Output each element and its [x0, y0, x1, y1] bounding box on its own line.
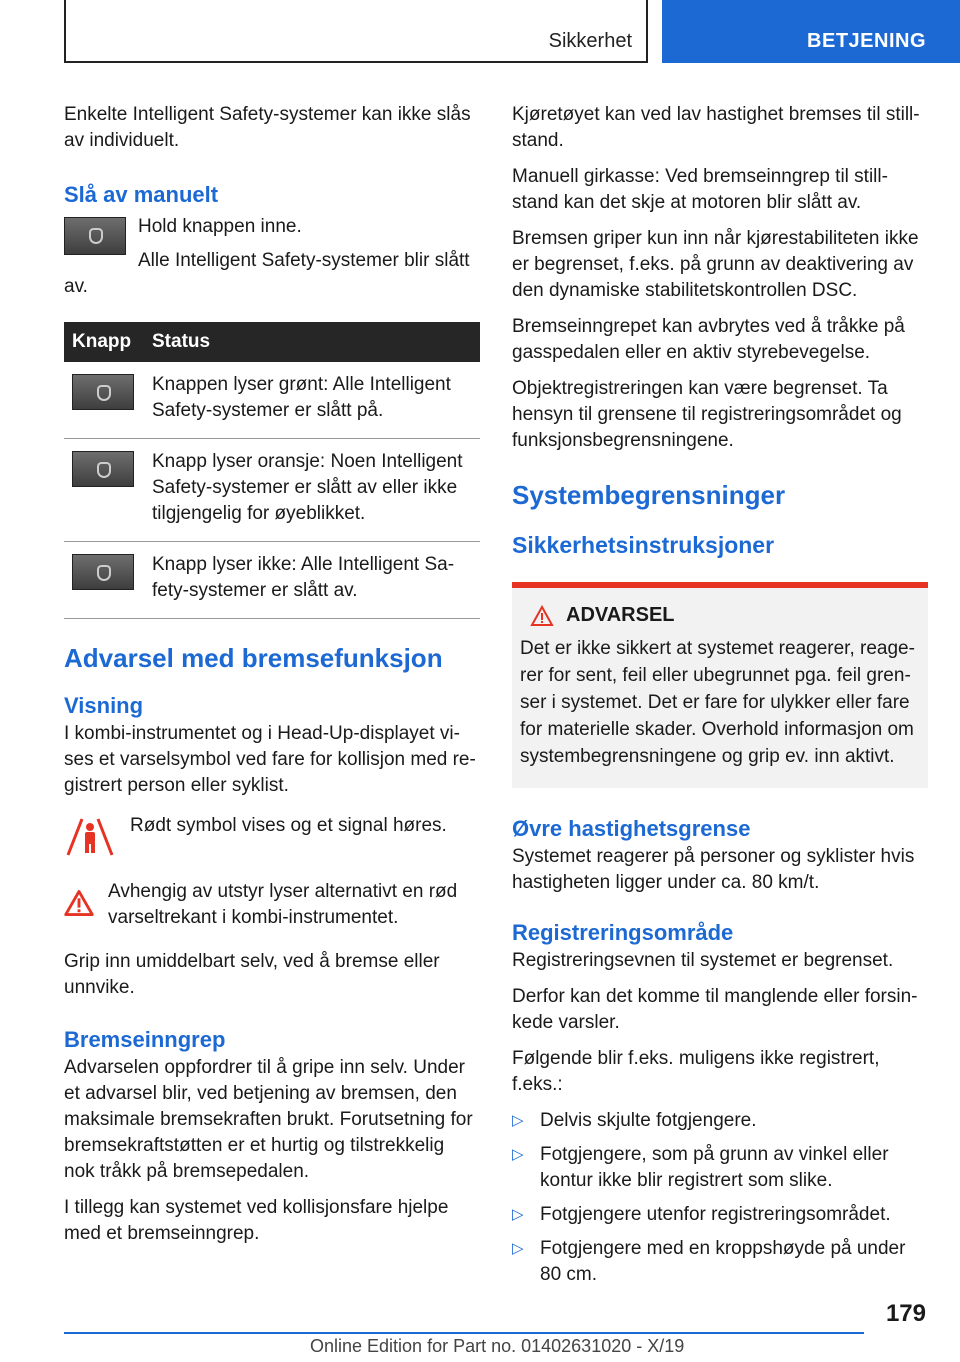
warning-triangle-icon [64, 879, 94, 927]
area-text-1: Registreringsevnen til systemet er begrenset. [512, 950, 894, 971]
heading-speed-limit: Øvre hastighetsgrense [512, 816, 751, 841]
warning-title: ADVARSEL [566, 604, 675, 626]
left-column [64, 102, 480, 1257]
list-item: ▷ Fotgjengere utenfor registreringsområdet. [512, 1202, 928, 1228]
header-section-title: Sikkerhet [548, 30, 632, 52]
warning-box [512, 582, 928, 788]
area-text-2: Derfor kan det komme til manglende eller forsin-kede varsler. [512, 986, 918, 1033]
table-cell-status: Knappen lyser grønt: Alle Intelligent Safety-systemer er slått på. [144, 362, 480, 439]
table-cell-status: Knapp lyser oransje: Noen Intelligent Safety-systemer er slått av eller ikke tilgjengelig for øyeblikket. [144, 439, 480, 542]
heading-brake-intervention: Bremseinngrep [64, 1027, 226, 1052]
triangle-bullet-icon: ▷ [512, 1206, 524, 1223]
right-paragraph: Bremsen griper kun inn når kjørestabiliteten ikke er begrenset, f.eks. på grunn av deaktivering av den dynamiske stabilitetskontrollen DSC. [512, 228, 919, 301]
right-paragraph: Kjøretøyet kan ved lav hastighet bremses til still-stand. [512, 104, 920, 151]
edition-footer: Online Edition for Part no. 01402631020 - X/19 [310, 1336, 685, 1356]
table-row [64, 439, 480, 542]
right-paragraph: Manuell girkasse: Ved bremseinngrep til still-stand kan det skje at motoren blir slått av. [512, 166, 888, 213]
manual-step-2: Alle Intelligent Safety-systemer blir slått av. [64, 250, 470, 297]
intro-text: Enkelte Intelligent Safety-systemer kan ikke slås av individuelt. [64, 104, 471, 151]
header-chapter-tab[interactable] [662, 0, 960, 63]
button-status-table [64, 322, 480, 619]
heading-manual-off: Slå av manuelt [64, 182, 219, 207]
safety-button-icon [72, 451, 134, 487]
undetected-list [512, 1108, 928, 1288]
table-cell-status: Knapp lyser ikke: Alle Intelligent Sa-fety-systemer er slått av. [144, 542, 480, 619]
list-item: ▷ Fotgjengere, som på grunn av vinkel eller kontur ikke blir registrert som slike. [512, 1144, 889, 1191]
header-chapter-label: BETJENING [807, 30, 926, 52]
manual-off-block [64, 214, 480, 300]
intervene-text: Grip inn umiddelbart selv, ved å bremse eller unnvike. [64, 951, 440, 998]
safety-button-icon [72, 374, 134, 410]
right-paragraph: Objektregistreringen kan være begrenset. Ta hensyn til grensene til registreringsområdet og funksjonsbegrensningene. [512, 378, 902, 451]
manual-step-1: Hold knappen inne. [138, 216, 302, 237]
red-symbol-text: Rødt symbol vises og et signal høres. [130, 815, 447, 836]
table-row [64, 542, 480, 619]
heading-brake-warning: Advarsel med bremsefunksjon [64, 643, 443, 673]
brake-text-2: I tillegg kan systemet ved kollisjonsfare hjelpe med et bremseinngrep. [64, 1197, 449, 1244]
heading-system-limits: Systembegrensninger [512, 480, 786, 510]
heading-safety-instructions: Sikkerhetsinstruksjoner [512, 532, 775, 558]
pedestrian-warning-icon [64, 813, 116, 859]
red-symbol-row [64, 813, 480, 859]
table-row [64, 362, 480, 439]
area-text-3: Følgende blir f.eks. muligens ikke registrert, f.eks.: [512, 1048, 880, 1095]
list-item: ▷ Fotgjengere med en kroppshøyde på under 80 cm. [512, 1238, 906, 1285]
brake-text-1: Advarselen oppfordrer til å gripe inn selv. Under et advarsel blir, ved betjening av bremsen, den maksimale bremsekraften brukt. Forutsetning for bremsekraftstøtten er et hurtig og tilstrekkelig nok tråkk på bremsepedalen. [64, 1057, 473, 1182]
alt-symbol-row [64, 879, 480, 941]
right-column [512, 102, 928, 1296]
header-section-box [64, 0, 648, 63]
speed-text: Systemet reagerer på personer og syklister hvis hastigheten ligger under ca. 80 km/t. [512, 846, 915, 893]
triangle-bullet-icon: ▷ [512, 1240, 524, 1257]
table-header-button: Knapp [64, 322, 144, 362]
warning-triangle-icon [530, 605, 554, 627]
heading-detection-area: Registreringsområde [512, 920, 734, 945]
triangle-bullet-icon: ▷ [512, 1146, 524, 1163]
display-text: I kombi-instrumentet og i Head-Up-displayet vi-ses et varselsymbol ved fare for kollisjon med re-gistrert person eller syklist. [64, 723, 476, 796]
footer-divider [64, 1332, 864, 1334]
heading-display: Visning [64, 693, 144, 718]
triangle-bullet-icon: ▷ [512, 1112, 524, 1129]
page-number: 179 [885, 1300, 926, 1327]
right-paragraph: Bremseinngrepet kan avbrytes ved å tråkke på gasspedalen eller en aktiv styrebevegelse. [512, 316, 905, 363]
alt-symbol-text: Avhengig av utstyr lyser alternativt en rød varseltrekant i kombi-instrumentet. [108, 881, 458, 928]
safety-button-icon [72, 554, 134, 590]
list-item: ▷ Delvis skjulte fotgjengere. [512, 1108, 928, 1134]
safety-button-icon [64, 217, 126, 255]
table-header-status: Status [144, 322, 480, 362]
warning-text: Det er ikke sikkert at systemet reagerer, reage-rer for sent, feil eller ubegrunnet pga. feil gren-ser i systemet. Det er fare for ulykker eller fare for materielle skader. Overhold informasjon om systembegrensningene og grip ev. inn aktivt. [520, 638, 915, 767]
